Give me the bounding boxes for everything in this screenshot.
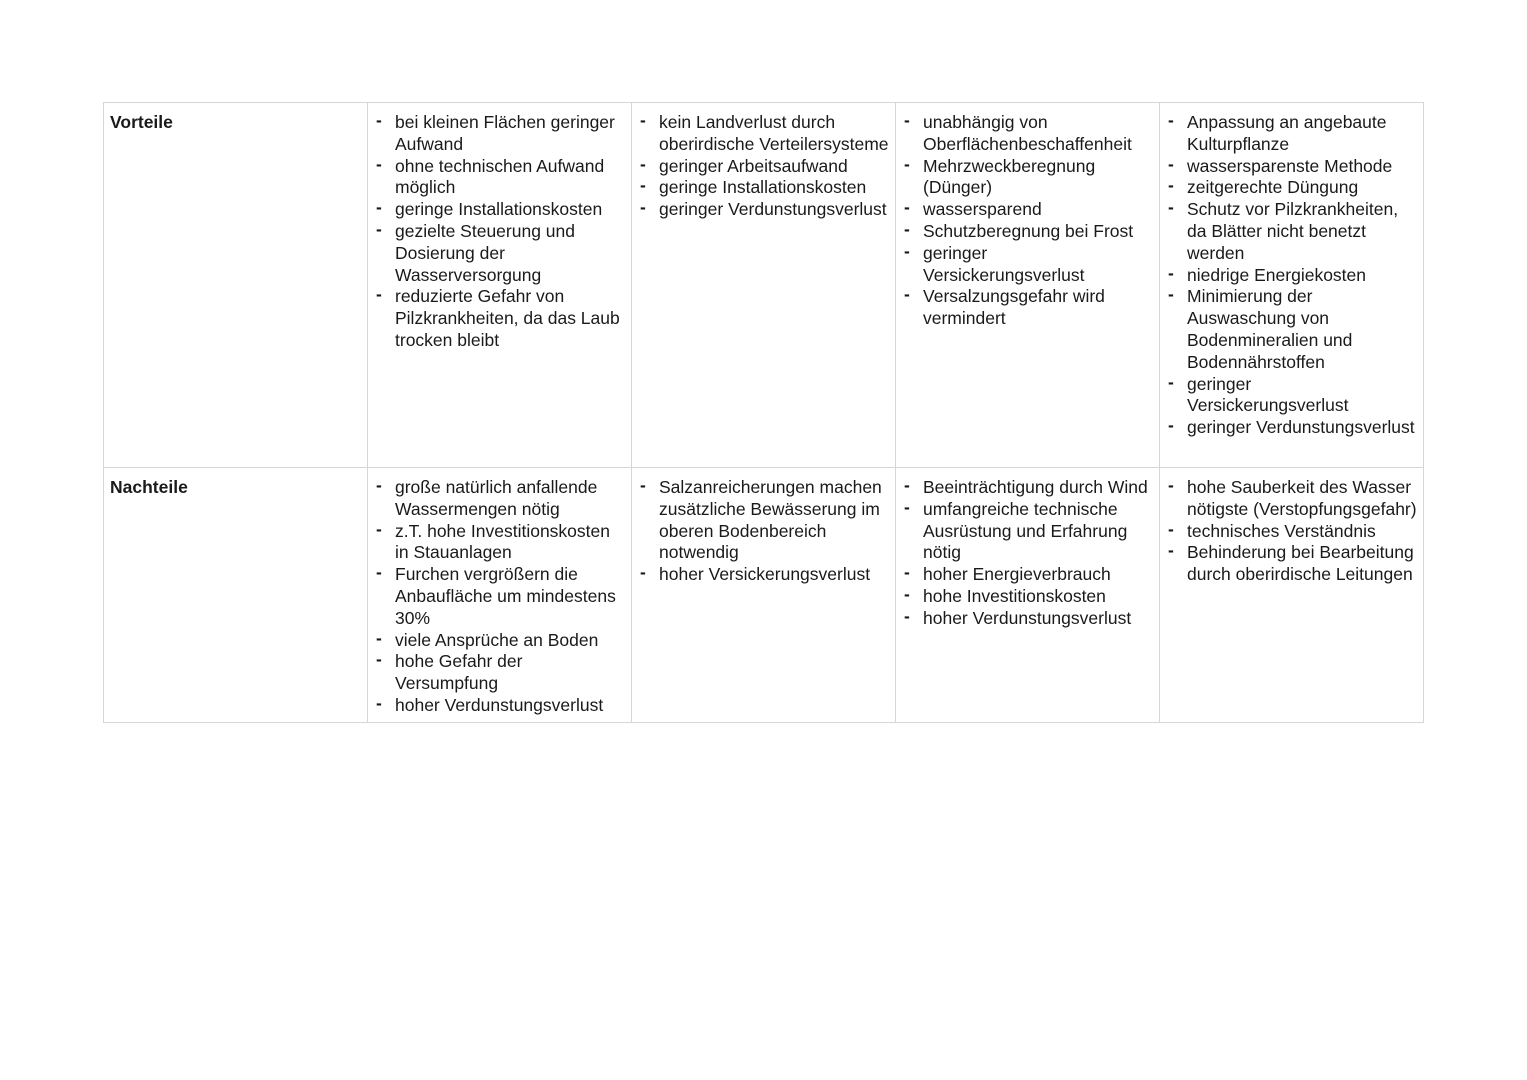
list-item: - bei kleinen Flächen geringer Aufwand bbox=[374, 112, 625, 156]
list-item: - geringer Versickerungsverlust bbox=[1166, 374, 1417, 418]
list-item: - Anpassung an angebaute Kulturpflanze bbox=[1166, 112, 1417, 156]
list-item: - geringe Installationskosten bbox=[638, 177, 889, 199]
list-item: - technisches Verständnis bbox=[1166, 521, 1417, 543]
list-item: - umfangreiche technische Ausrüstung und Erfahrung nötig bbox=[902, 499, 1153, 564]
cell-vorteile-1 bbox=[368, 103, 632, 468]
list-item: - geringer Arbeitsaufwand bbox=[638, 156, 889, 178]
list-item: - große natürlich anfallende Wassermengen nötig bbox=[374, 477, 625, 521]
list-item: - Versalzungsgefahr wird vermindert bbox=[902, 286, 1153, 330]
list-item: - gezielte Steuerung und Dosierung der Wasserversorgung bbox=[374, 221, 625, 286]
list-item: - geringer Verdunstungsverlust bbox=[638, 199, 889, 221]
list-item: - geringer Versickerungsverlust bbox=[902, 243, 1153, 287]
cell-vorteile-2 bbox=[632, 103, 896, 468]
list-item: - kein Landverlust durch oberirdische Verteilersysteme bbox=[638, 112, 889, 156]
list-item: - niedrige Energiekosten bbox=[1166, 265, 1417, 287]
list-item: - viele Ansprüche an Boden bbox=[374, 630, 625, 652]
list-item: - geringe Installationskosten bbox=[374, 199, 625, 221]
list-item: - reduzierte Gefahr von Pilzkrankheiten, da das Laub trocken bleibt bbox=[374, 286, 625, 351]
cell-vorteile-4 bbox=[1160, 103, 1424, 468]
cell-nachteile-2 bbox=[632, 468, 896, 723]
list-item: - hohe Gefahr der Versumpfung bbox=[374, 651, 625, 695]
list-item: - wassersparenste Methode bbox=[1166, 156, 1417, 178]
list-item: - hoher Verdunstungsverlust bbox=[902, 608, 1153, 630]
row-vorteile bbox=[104, 103, 1424, 468]
list-item: - Minimierung der Auswaschung von Bodenmineralien und Bodennährstoffen bbox=[1166, 286, 1417, 373]
cell-nachteile-4 bbox=[1160, 468, 1424, 723]
list-item: - hohe Sauberkeit des Wasser nötigste (Verstopfungsgefahr) bbox=[1166, 477, 1417, 521]
list-item: - Salzanreicherungen machen zusätzliche Bewässerung im oberen Bodenbereich notwendig bbox=[638, 477, 889, 564]
row-label-nachteile: Nachteile bbox=[104, 468, 368, 723]
comparison-table bbox=[103, 102, 1424, 723]
list-item: - z.T. hohe Investitionskosten in Stauanlagen bbox=[374, 521, 625, 565]
cell-nachteile-1 bbox=[368, 468, 632, 723]
list-item: - hoher Energieverbrauch bbox=[902, 564, 1153, 586]
list-item: - geringer Verdunstungsverlust bbox=[1166, 417, 1417, 439]
list-item: - wassersparend bbox=[902, 199, 1153, 221]
list-item: - ohne technischen Aufwand möglich bbox=[374, 156, 625, 200]
list-item: - Beeinträchtigung durch Wind bbox=[902, 477, 1153, 499]
list-item: - hoher Verdunstungsverlust bbox=[374, 695, 625, 717]
list-item: - hohe Investitionskosten bbox=[902, 586, 1153, 608]
list-item: - hoher Versickerungsverlust bbox=[638, 564, 889, 586]
list-item: - Schutzberegnung bei Frost bbox=[902, 221, 1153, 243]
list-item: - Mehrzweckberegnung (Dünger) bbox=[902, 156, 1153, 200]
cell-vorteile-3 bbox=[896, 103, 1160, 468]
list-item: - unabhängig von Oberflächenbeschaffenheit bbox=[902, 112, 1153, 156]
cell-nachteile-3 bbox=[896, 468, 1160, 723]
list-item: - zeitgerechte Düngung bbox=[1166, 177, 1417, 199]
row-nachteile bbox=[104, 468, 1424, 723]
list-item: - Furchen vergrößern die Anbaufläche um mindestens 30% bbox=[374, 564, 625, 629]
row-label-vorteile: Vorteile bbox=[104, 103, 368, 468]
list-item: - Behinderung bei Bearbeitung durch oberirdische Leitungen bbox=[1166, 542, 1417, 586]
list-item: - Schutz vor Pilzkrankheiten, da Blätter nicht benetzt werden bbox=[1166, 199, 1417, 264]
